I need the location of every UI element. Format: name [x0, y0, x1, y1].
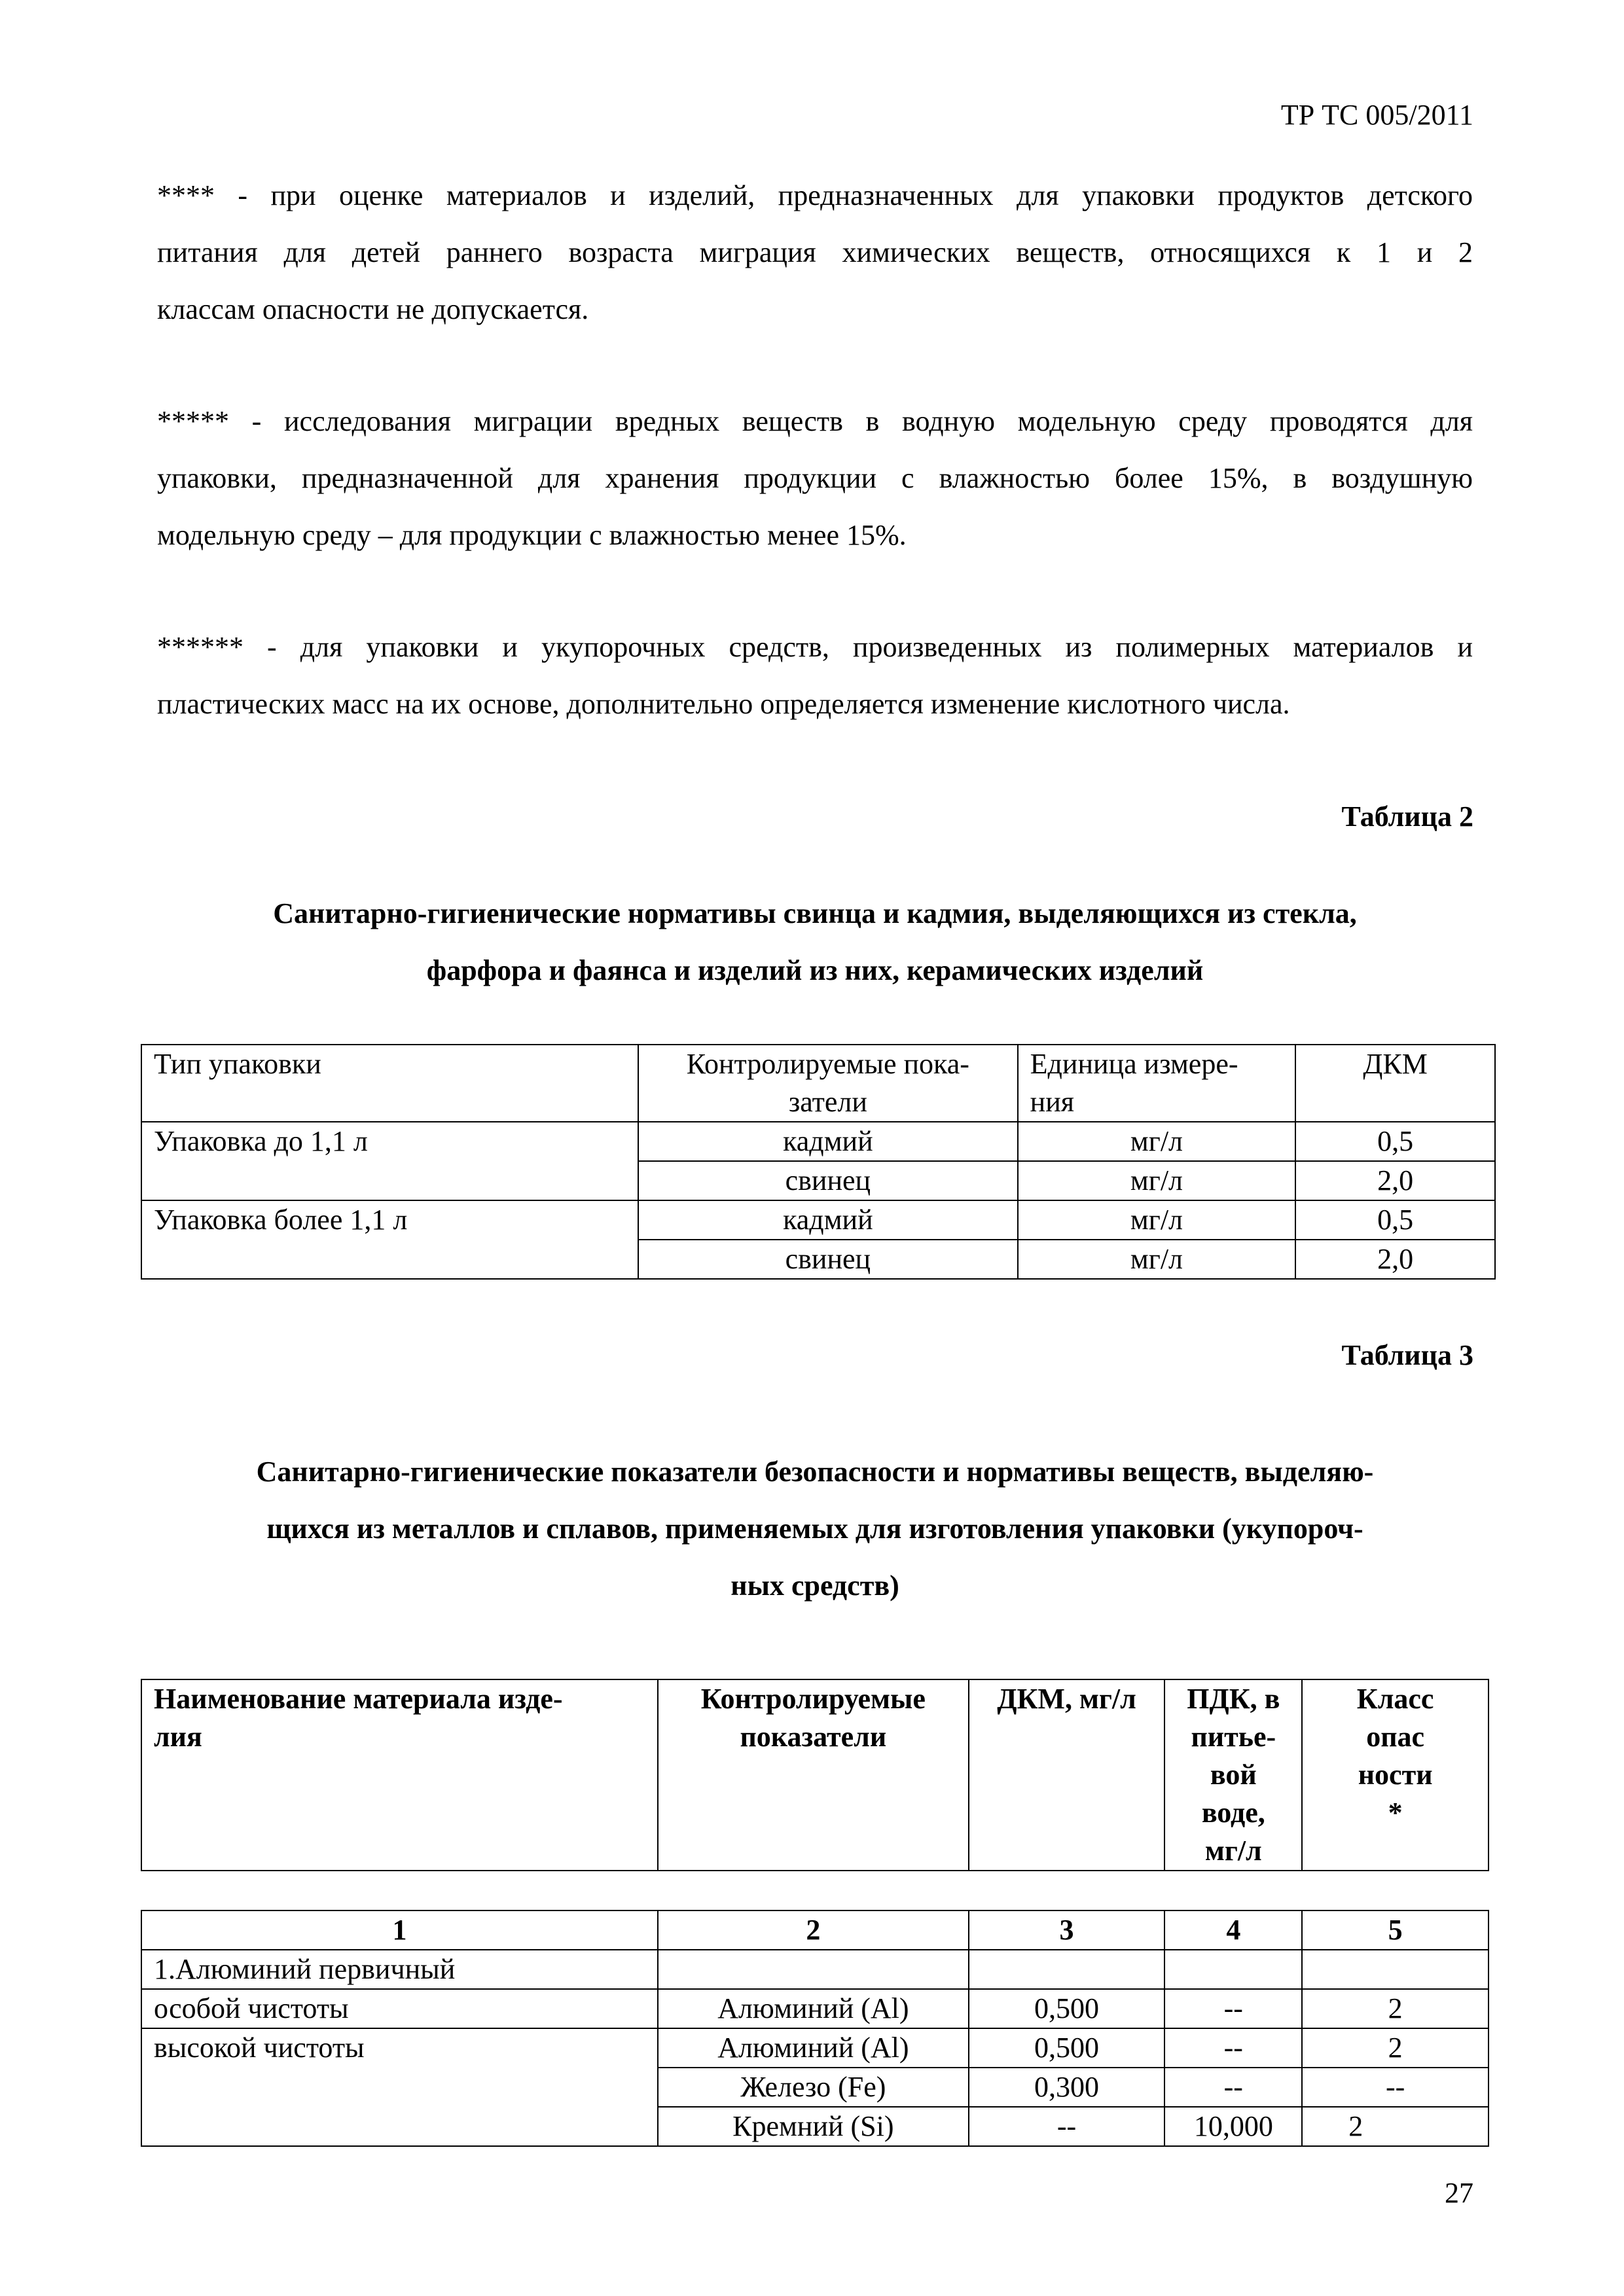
- table-row: [141, 2028, 1489, 2068]
- table-cell: 2,0: [1295, 1240, 1495, 1279]
- table-cell: свинец: [638, 1240, 1018, 1279]
- table-cell: особой чистоты: [141, 1989, 658, 2028]
- table-cell: 10,000: [1164, 2107, 1302, 2146]
- footnote-line: упаковки, предназначенной для хранения продукции с влажностью более 15%, в воздушную: [157, 462, 1473, 494]
- table-row: [141, 1989, 1489, 2028]
- table3-section-cell: 1.Алюминий первичный: [141, 1950, 658, 1989]
- table-cell: Железо (Fe): [658, 2068, 969, 2107]
- footnote-5-stars: [157, 393, 1473, 564]
- table-cell: 1: [141, 1910, 658, 1950]
- footnote-line: **** - при оценке материалов и изделий, предназначенных для упаковки продуктов детского: [157, 179, 1473, 211]
- document-code: ТР ТС 005/2011: [1280, 99, 1473, 131]
- table-cell: 2: [1302, 1989, 1489, 2028]
- table3-header-cell: Наименование материала изде- лия: [141, 1679, 658, 1871]
- table-cell: --: [1164, 2028, 1302, 2068]
- table-cell: свинец: [638, 1161, 1018, 1200]
- table-cell: мг/л: [1018, 1161, 1296, 1200]
- table-cell: 0,500: [969, 2028, 1165, 2068]
- table-cell: Алюминий (Al): [658, 2028, 969, 2068]
- table3-header-cell: Класс опас ности *: [1302, 1679, 1489, 1871]
- table-cell: 0,500: [969, 1989, 1165, 2028]
- footnote-4-stars: [157, 167, 1473, 338]
- table-row: [141, 1200, 1495, 1240]
- table3-title-line: ных средств): [731, 1570, 899, 1602]
- table2-header-cell: Контролируемые пока- затели: [638, 1045, 1018, 1122]
- table-cell: [1302, 1950, 1489, 1989]
- table-cell: 2: [658, 1910, 969, 1950]
- table-cell: --: [1164, 1989, 1302, 2028]
- table-cell: --: [1302, 2068, 1489, 2107]
- table3-header-cell: ПДК, в питье- вой воде, мг/л: [1164, 1679, 1302, 1871]
- footnote-line: ****** - для упаковки и укупорочных средств, произведенных из полимерных материалов и: [157, 631, 1473, 663]
- table-cell: 2: [1302, 2107, 1489, 2146]
- table2-header-row: [141, 1045, 1495, 1122]
- footnote-6-stars: [157, 619, 1473, 732]
- table-cell: кадмий: [638, 1122, 1018, 1161]
- table2-type-cell: Упаковка более 1,1 л: [141, 1200, 638, 1279]
- table3-header-row: [141, 1679, 1489, 1871]
- table3-number-row: [141, 1910, 1489, 1950]
- footnote-line: пластических масс на их основе, дополнительно определяется изменение кислотного числа.: [157, 688, 1290, 720]
- table2-title-line: фарфора и фаянса и изделий из них, керамических изделий: [426, 954, 1204, 986]
- table2-header-cell: Единица измере- ния: [1018, 1045, 1296, 1122]
- footnote-line: питания для детей раннего возраста миграция химических веществ, относящихся к 1 и 2: [157, 236, 1473, 268]
- table-cell: высокой чистоты: [141, 2028, 658, 2146]
- table-cell: 3: [969, 1910, 1165, 1950]
- table-cell: 0,300: [969, 2068, 1165, 2107]
- table-cell: --: [969, 2107, 1165, 2146]
- table-cell: мг/л: [1018, 1122, 1296, 1161]
- table-row: [141, 1122, 1495, 1161]
- table-cell: кадмий: [638, 1200, 1018, 1240]
- footnote-line: ***** - исследования миграции вредных веществ в водную модельную среду проводятся для: [157, 405, 1473, 437]
- table2-title: [144, 885, 1486, 999]
- table-cell: [658, 1950, 969, 1989]
- table-cell: 2,0: [1295, 1161, 1495, 1200]
- table-cell: Кремний (Si): [658, 2107, 969, 2146]
- table2-title-line: Санитарно-гигиенические нормативы свинца и кадмия, выделяющихся из стекла,: [273, 897, 1357, 929]
- table3-body-table: [141, 1910, 1489, 2147]
- table-cell: 0,5: [1295, 1122, 1495, 1161]
- table-cell: 0,5: [1295, 1200, 1495, 1240]
- table-cell: [1164, 1950, 1302, 1989]
- table2-header-cell: ДКМ: [1295, 1045, 1495, 1122]
- table3-header-cell: ДКМ, мг/л: [969, 1679, 1165, 1871]
- table3-label: Таблица 3: [1341, 1339, 1473, 1371]
- table-cell: мг/л: [1018, 1240, 1296, 1279]
- table-cell: Алюминий (Al): [658, 1989, 969, 2028]
- table-cell: 4: [1164, 1910, 1302, 1950]
- table2-label: Таблица 2: [1341, 800, 1473, 833]
- table-cell: 2: [1302, 2028, 1489, 2068]
- table-cell: [969, 1950, 1165, 1989]
- table3-title-line: Санитарно-гигиенические показатели безопасности и нормативы веществ, выделяю-: [256, 1456, 1374, 1488]
- page-number: 27: [1445, 2177, 1473, 2209]
- footnote-line: классам опасности не допускается.: [157, 293, 589, 325]
- table2: [141, 1044, 1496, 1280]
- table-row: [141, 1950, 1489, 1989]
- table-cell: --: [1164, 2068, 1302, 2107]
- table2-header-cell: Тип упаковки: [141, 1045, 638, 1122]
- table2-type-cell: Упаковка до 1,1 л: [141, 1122, 638, 1200]
- footnote-line: модельную среду – для продукции с влажностью менее 15%.: [157, 519, 907, 551]
- table3-header-table: [141, 1679, 1489, 1871]
- table-cell: мг/л: [1018, 1200, 1296, 1240]
- table3-title: [144, 1443, 1486, 1614]
- table3-title-line: щихся из металлов и сплавов, применяемых для изготовления упаковки (укупороч-: [266, 1513, 1363, 1545]
- table-cell: 5: [1302, 1910, 1489, 1950]
- table3-header-cell: Контролируемые показатели: [658, 1679, 969, 1871]
